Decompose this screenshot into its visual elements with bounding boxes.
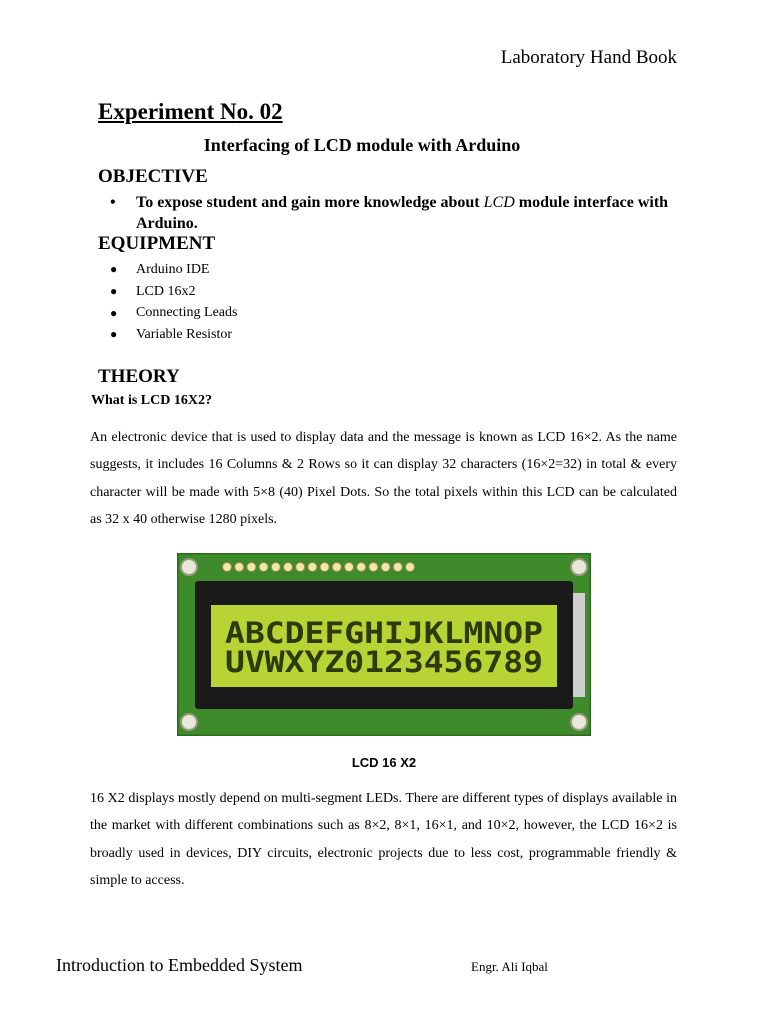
experiment-title-e: E — [98, 99, 114, 124]
mount-hole-icon — [571, 714, 587, 730]
equipment-item-label: Arduino IDE — [136, 261, 210, 277]
experiment-title — [98, 99, 283, 125]
objective-item-text: To expose student and gain more knowledge about LCD module interface with Arduino. — [136, 194, 669, 232]
mount-hole-icon — [571, 559, 587, 575]
objective-heading: OBJECTIVE — [98, 166, 208, 187]
bullet-icon: ● — [110, 327, 118, 342]
equipment-item-label: LCD 16x2 — [136, 283, 196, 299]
equipment-item-label: Variable Resistor — [136, 326, 233, 342]
equipment-item — [110, 302, 237, 324]
header-pin — [259, 563, 268, 572]
mount-hole-icon — [181, 559, 197, 575]
bullet-icon: • — [110, 194, 116, 211]
bullet-icon: ● — [110, 305, 118, 320]
bullet-icon: ● — [110, 284, 118, 299]
footer-author: Engr. Ali Iqbal — [471, 959, 548, 974]
theory-paragraph-2: 16 X2 displays mostly depend on multi-segment LEDs. There are different types of displays available in the market with different combinations such as 8×2, 8×1, 16×1, and 10×2, however, the LCD 16×2 is broadly used in devices, DIY circuits, electronic projects due to less cost, programmable friendly & simple to access. — [90, 791, 677, 888]
header-pin — [296, 563, 305, 572]
header-pin — [271, 563, 280, 572]
lcd-line-2: UVWXYZ0123456789 — [225, 645, 543, 679]
theory-paragraph-1: An electronic device that is used to display data and the message is known as LCD 16×2. As the name suggests, it includes 16 Columns & 2 Rows so it can display 32 characters (16×2=32) in total & every character will be made with 5×8 (40) Pixel Dots. So the total pixels within this LCD can be calculated as 32 x 40 otherwise 1280 pixels. — [90, 430, 677, 527]
objective-list — [100, 192, 680, 234]
experiment-subtitle: Interfacing of LCD module with Arduino — [203, 135, 521, 155]
equipment-item — [110, 281, 237, 303]
bullet-icon: ● — [110, 262, 118, 277]
footer-course-title: Introduction to Embedded System — [56, 955, 303, 975]
mount-hole-icon — [181, 714, 197, 730]
equipment-item-label: Connecting Leads — [136, 305, 238, 321]
header-pin — [357, 563, 366, 572]
theory-heading: THEORY — [98, 366, 180, 387]
lcd-module-image — [177, 553, 591, 736]
equipment-item — [110, 259, 237, 281]
header-title: Laboratory Hand Book — [500, 47, 677, 68]
lcd-line-1: ABCDEFGHIJKLMNOP — [225, 616, 543, 650]
objective-item — [100, 192, 680, 234]
header-pin — [369, 563, 378, 572]
header-pin — [235, 563, 244, 572]
experiment-title-mid: xperiment — [113, 99, 221, 124]
experiment-title-n: N — [220, 99, 237, 124]
header-pin — [223, 563, 232, 572]
theory-question: What is LCD 16X2? — [91, 393, 212, 408]
header-pin — [284, 563, 293, 572]
header-pin — [406, 563, 415, 572]
header-pin — [345, 563, 354, 572]
experiment-title-rest: o. 02 — [236, 99, 283, 124]
lcd-backlight-tab — [573, 593, 585, 697]
header-pin — [308, 563, 317, 572]
header-pin — [381, 563, 390, 572]
header-pin — [320, 563, 329, 572]
header-pin — [393, 563, 402, 572]
equipment-list — [110, 259, 237, 346]
equipment-heading: EQUIPMENT — [98, 233, 216, 254]
header-pin — [247, 563, 256, 572]
header-pin — [332, 563, 341, 572]
equipment-item — [110, 324, 237, 346]
figure-caption: LCD 16 X2 — [351, 755, 417, 770]
